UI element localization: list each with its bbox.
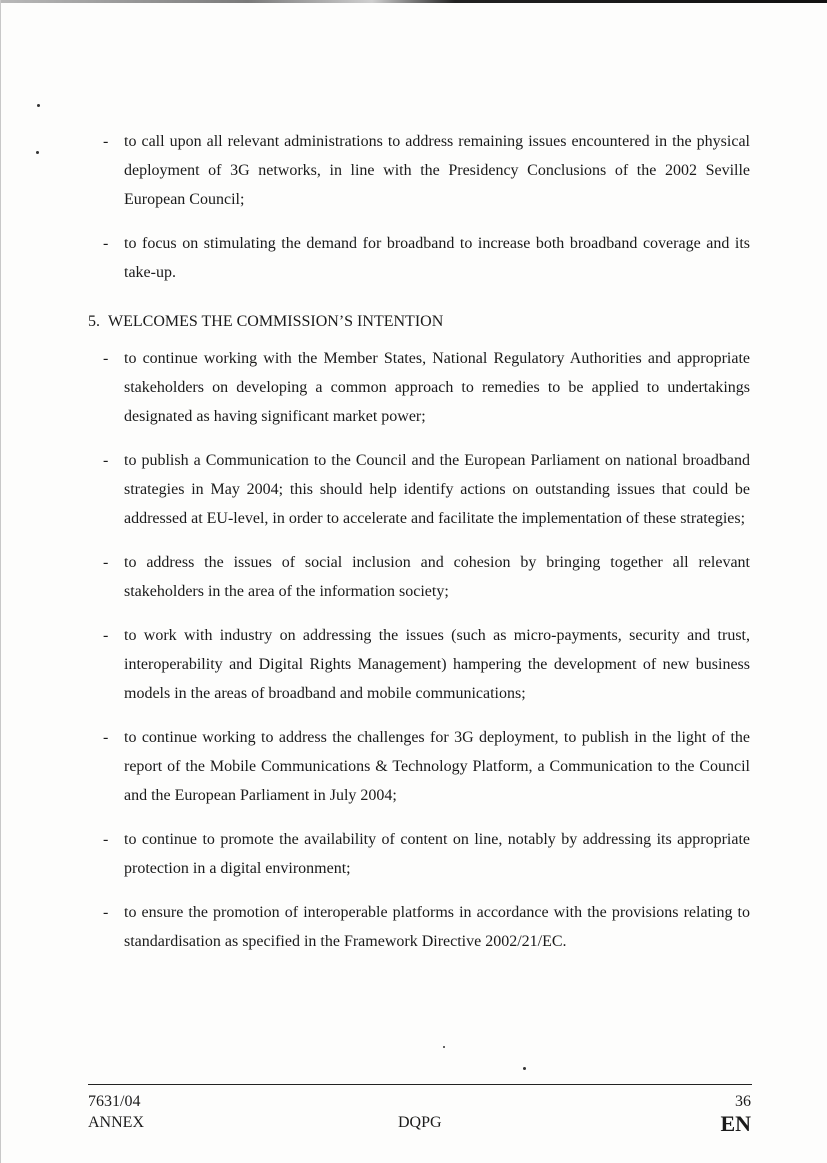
list-item	[88, 898, 750, 956]
bullet-dash: -	[103, 554, 109, 571]
footer-right	[720, 1091, 751, 1136]
list-item-text: to work with industry on addressing the issues (such as micro-payments, security and trust, interoperability and Digital Rights Management) hampering the development of new business models in the areas of broadband and mobile communications;	[124, 627, 750, 702]
bullet-dash: -	[103, 729, 109, 746]
list-item-text: to call upon all relevant administrations to address remaining issues encountered in the physical deployment of 3G networks, in line with the Presidency Conclusions of the 2002 Seville European Council;	[124, 133, 750, 208]
list-item-text: to address the issues of social inclusion and cohesion by bringing together all relevant stakeholders in the area of the information society;	[124, 554, 750, 600]
list-item	[88, 621, 750, 708]
bullet-dash: -	[103, 133, 109, 150]
list-item-text: to focus on stimulating the demand for broadband to increase both broadband coverage and its take-up.	[124, 235, 750, 281]
scan-speck	[443, 1046, 445, 1048]
bullet-dash: -	[103, 452, 109, 469]
page-number: 36	[735, 1093, 751, 1110]
scan-speck	[36, 151, 39, 154]
list-item-text: to continue working with the Member States, National Regulatory Authorities and appropriate stakeholders on developing a common approach to remedies to be applied to undertakings designated as having significant market power;	[124, 350, 750, 425]
page-left-edge	[0, 0, 1, 1163]
section-number: 5.	[88, 313, 100, 330]
list-item	[88, 344, 750, 431]
section-title: WELCOMES THE COMMISSION’S INTENTION	[108, 313, 444, 330]
bullet-dash: -	[103, 627, 109, 644]
list-item-text: to publish a Communication to the Council and the European Parliament on national broadband strategies in May 2004; this should help identify actions on outstanding issues that could be addressed at EU-level, in order to accelerate and facilitate the implementation of these strategies;	[124, 452, 750, 527]
list-item	[88, 548, 750, 606]
list-item	[88, 825, 750, 883]
bullet-dash: -	[103, 831, 109, 848]
department-code: DQPG	[398, 1114, 442, 1131]
footer-divider	[88, 1084, 752, 1085]
list-item	[88, 446, 750, 533]
document-number: 7631/04	[88, 1093, 141, 1110]
list-item	[88, 723, 750, 810]
scan-speck	[37, 104, 40, 107]
list-item	[88, 127, 750, 214]
section-heading	[88, 307, 750, 336]
list-item-text: to continue working to address the challenges for 3G deployment, to publish in the light of the report of the Mobile Communications & Technology Platform, a Communication to the Council and the European Parliament in July 2004;	[124, 729, 750, 804]
bullet-dash: -	[103, 235, 109, 252]
bullet-dash: -	[103, 904, 109, 921]
list-item	[88, 229, 750, 287]
footer-left	[88, 1091, 144, 1133]
page-top-edge	[0, 0, 827, 3]
annex-label: ANNEX	[88, 1114, 144, 1131]
document-body	[88, 127, 750, 971]
scan-speck	[523, 1067, 526, 1070]
language-code: EN	[720, 1111, 751, 1136]
list-item-text: to ensure the promotion of interoperable platforms in accordance with the provisions relating to standardisation as specified in the Framework Directive 2002/21/EC.	[124, 904, 750, 950]
list-item-text: to continue to promote the availability of content on line, notably by addressing its appropriate protection in a digital environment;	[124, 831, 750, 877]
bullet-dash: -	[103, 350, 109, 367]
